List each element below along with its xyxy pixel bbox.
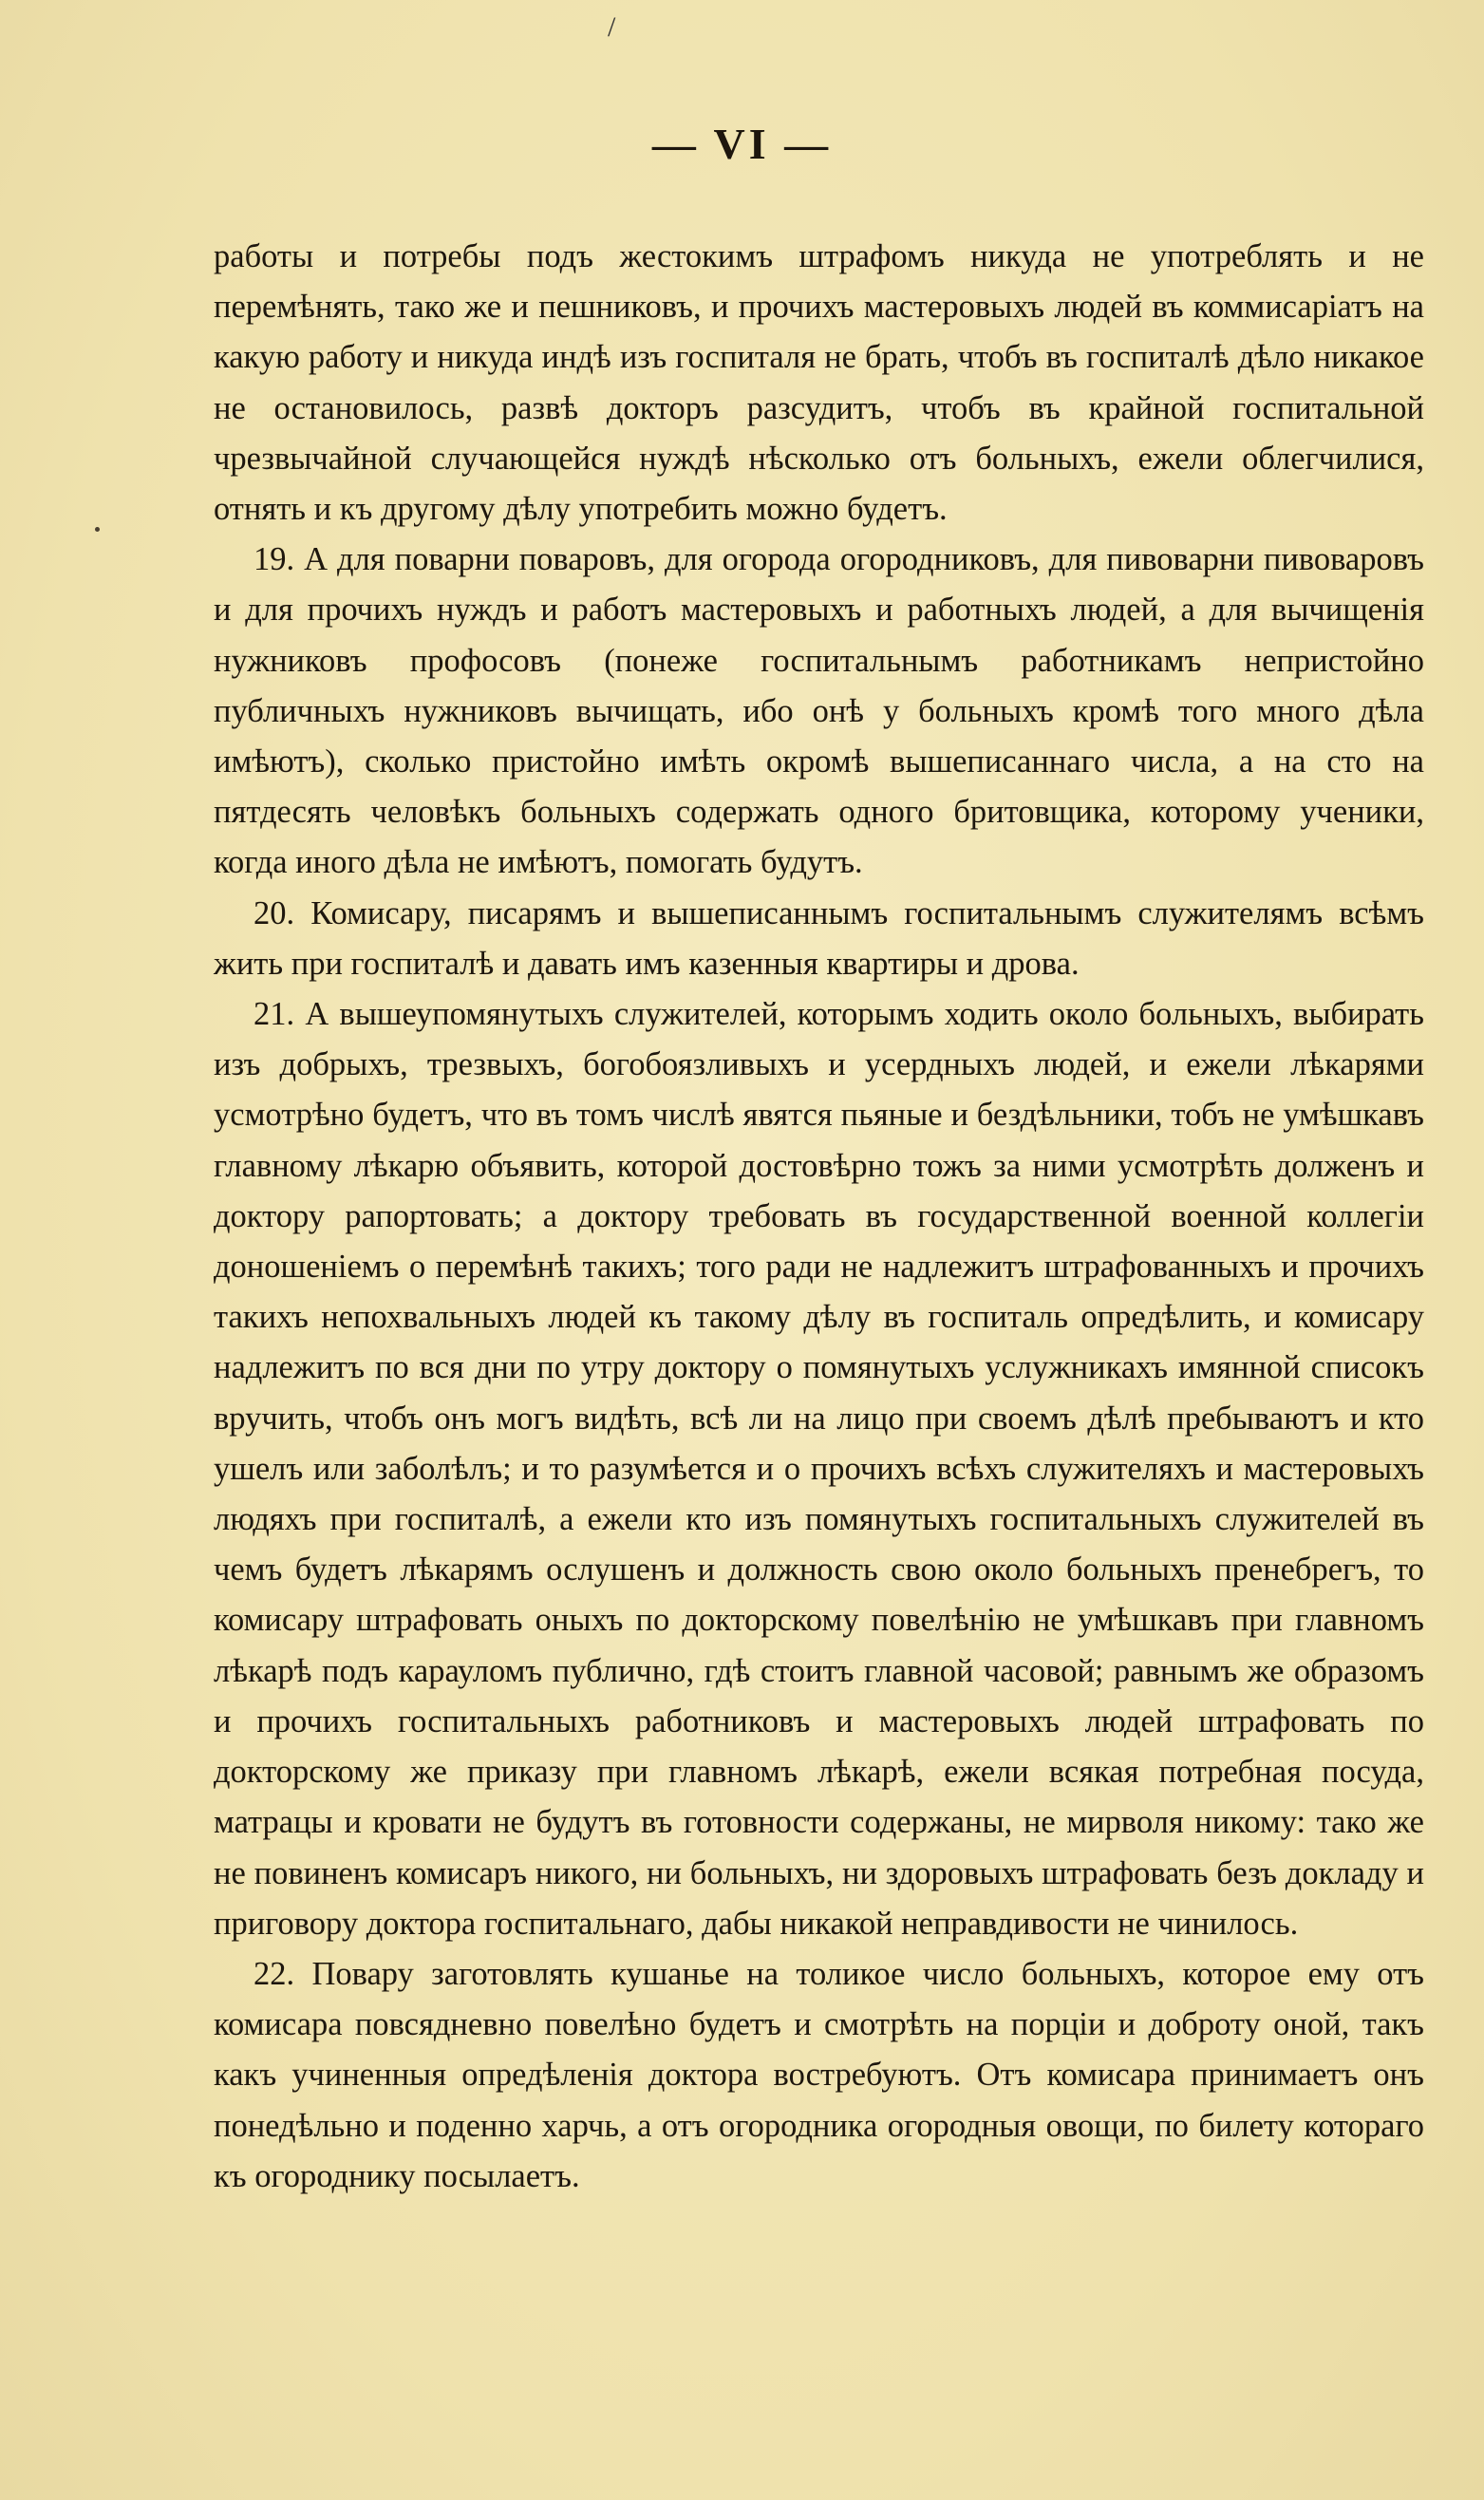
paragraph-text: работы и потребы подъ жестокимъ штрафомъ никуда не употреблять и не перемѣнять, тако же и пешниковъ, и прочихъ мастеровыхъ людей въ коммисаріатъ на какую работу и никуда индѣ изъ госпиталя не брать, чтобъ въ госпиталѣ дѣло никакое не остановилось, развѣ докторъ разсудитъ, чтобъ въ крайной госпитальной чрезвычайной случающейся нуждѣ нѣсколько отъ больныхъ, ежели облегчилися, отнять и къ другому дѣлу употребить можно будетъ. [214, 238, 1424, 528]
paragraph-21 [214, 989, 1424, 1949]
paragraph-text: А для поварни поваровъ, для огорода огородниковъ, для пивоварни пивоваровъ и для прочихъ нуждъ и работъ мастеровыхъ и работныхъ людей, а для вычищенія нужниковъ профосовъ (понеже госпитальнымъ работникамъ непристойно публичныхъ нужниковъ вычищать, ибо онѣ у больныхъ кромѣ того много дѣла имѣютъ), сколько пристойно имѣть окромѣ вышеписаннаго числа, а на сто на пятдесять человѣкъ больныхъ содержать одного бритовщика, которому ученики, когда иного дѣла не имѣютъ, помогать будутъ. [214, 541, 1424, 881]
body-text [214, 232, 1424, 2202]
ink-mark: / [608, 11, 616, 43]
paragraph-19 [214, 535, 1424, 888]
paragraph-22 [214, 1949, 1424, 2202]
paragraph-text: Повару заготовлять кушанье на толикое число больныхъ, которое ему отъ комисара повсядневно повелѣно будетъ и смотрѣть на порціи и доброту оной, такъ какъ учиненныя опредѣленія доктора востребуютъ. Отъ комисара принимаетъ онъ понедѣльно и поденно харчь, а отъ огородника огородныя овощи, по билету котораго къ огороднику посылаетъ. [214, 1955, 1425, 2194]
paragraph-number: 22. [254, 1955, 295, 1992]
ink-speck [95, 527, 100, 532]
paragraph-20 [214, 889, 1424, 989]
paragraph-number: 19. [254, 541, 295, 578]
paragraph-text: А вышеупомянутыхъ служителей, которымъ ходить около больныхъ, выбирать изъ добрыхъ, трезвыхъ, богобоязливыхъ и усердныхъ людей, и ежели лѣкарями усмотрѣно будетъ, что въ томъ числѣ явятся пьяные и бездѣльники, тобъ не умѣшкавъ главному лѣкарю объявить, которой достовѣрно тожъ за ними усмотрѣть долженъ и доктору рапортовать; а доктору требовать въ государственной военной коллегіи доношеніемъ о перемѣнѣ такихъ; того ради не надлежитъ штрафованныхъ и прочихъ такихъ непохвальныхъ людей къ такому дѣлу въ госпиталь опредѣлить, и комисару надлежитъ по вся дни по утру доктору о помянутыхъ услужникахъ имянной списокъ вручить, чтобъ онъ могъ видѣть, всѣ ли на лицо при своемъ дѣлѣ пребываютъ и кто ушелъ или заболѣлъ; и то разумѣется и о прочихъ всѣхъ служителяхъ и мастеровыхъ людяхъ при госпиталѣ, а ежели кто изъ помянутыхъ госпитальныхъ служителей въ чемъ будетъ лѣкарямъ ослушенъ и должность свою около больныхъ пренебрегъ, то комисару штрафовать оныхъ по докторскому повелѣнію не умѣшкавъ при главномъ лѣкарѣ подъ карауломъ публично, гдѣ стоитъ главной часовой; равнымъ же образомъ и прочихъ госпитальныхъ работниковъ и мастеровыхъ людей штрафовать по докторскому же приказу при главномъ лѣкарѣ, ежели всякая потребная посуда, матрацы и кровати не будутъ въ готовности содержаны, не мирволя никому: тако же не повиненъ комисаръ никого, ни больныхъ, ни здоровыхъ штрафовать безъ докладу и приговору доктора госпитальнаго, дабы никакой неправдивости не чинилось. [214, 996, 1424, 1942]
paragraph-number: 20. [254, 894, 295, 931]
paragraph-number: 21. [254, 996, 295, 1033]
page-number-header: — VI — [651, 120, 833, 168]
paragraph-text: Комисару, писарямъ и вышеписаннымъ госпитальнымъ служителямъ всѣмъ жить при госпиталѣ и давать имъ казенныя квартиры и дрова. [214, 894, 1425, 982]
paragraph-continued [214, 232, 1424, 535]
